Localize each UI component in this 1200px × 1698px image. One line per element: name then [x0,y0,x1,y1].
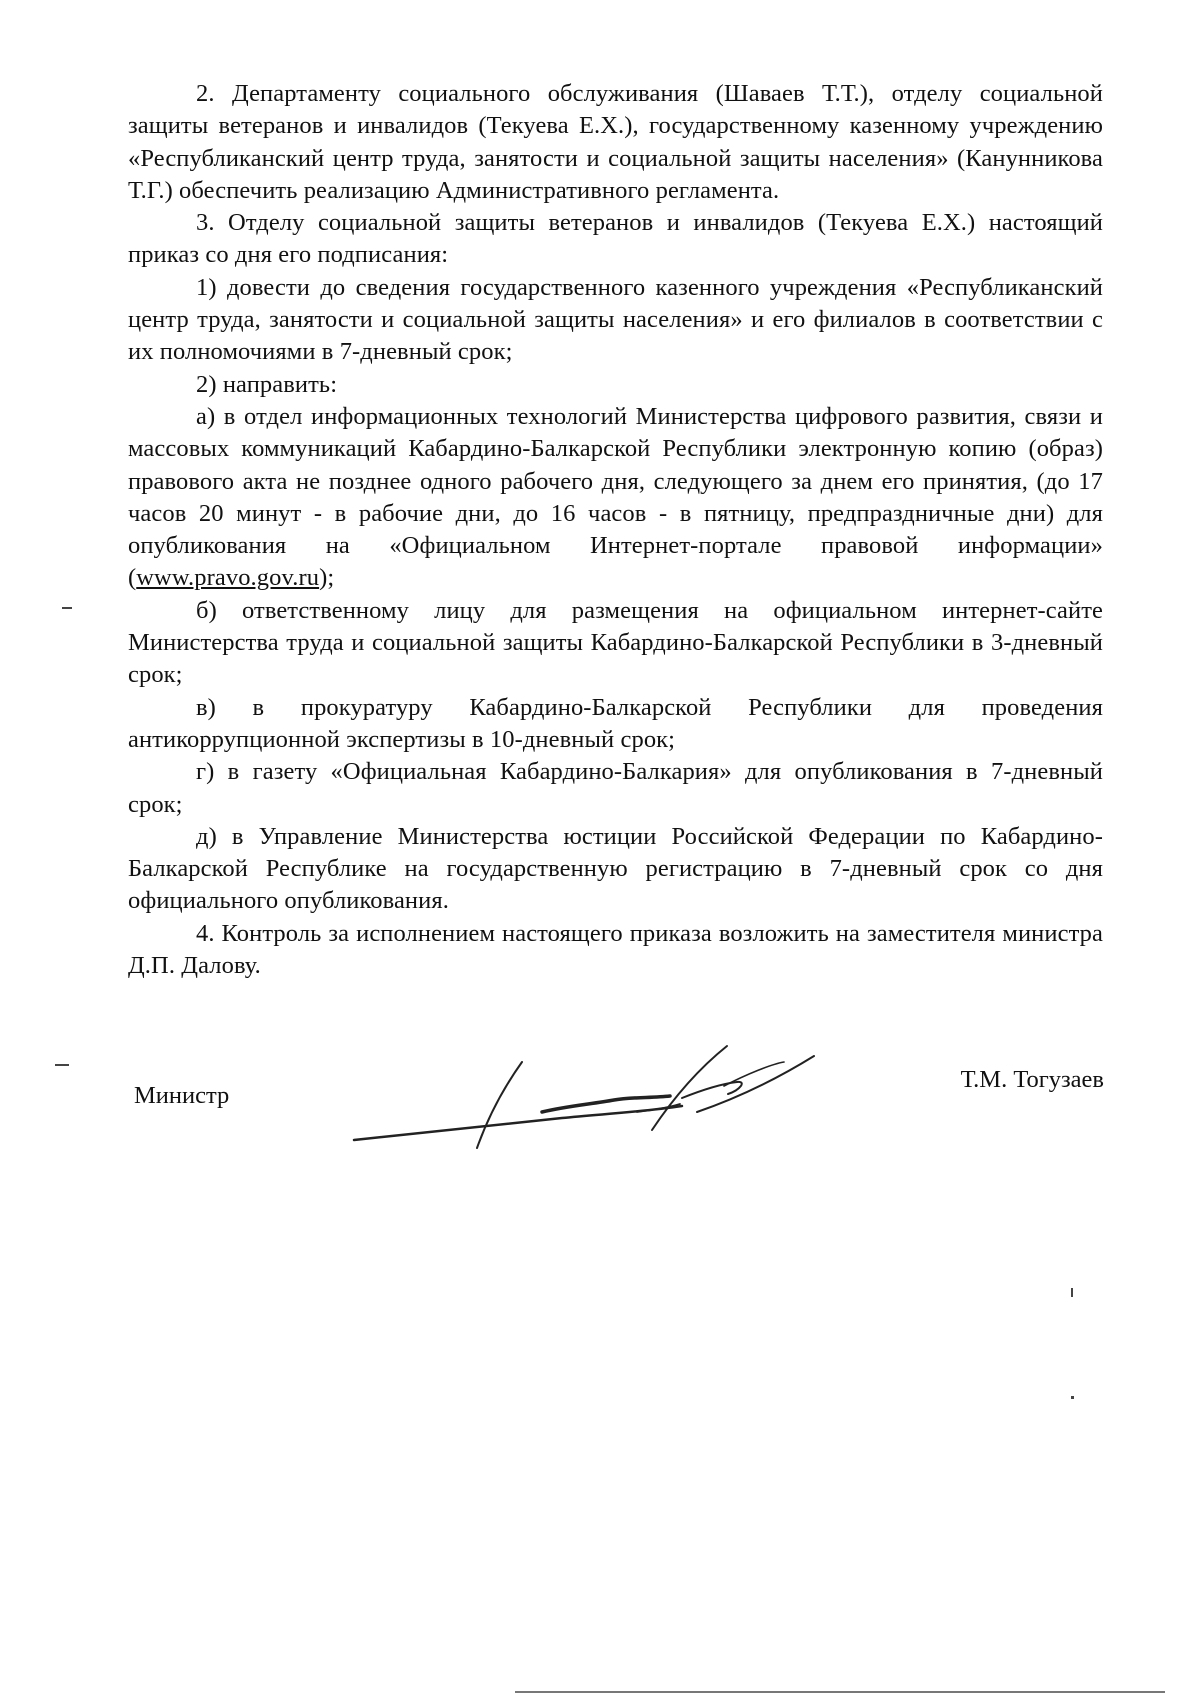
paragraph-2-social-service: 2. Департаменту социального обслуживания (Шаваев Т.Т.), отделу социальной защиты ветеранов и инвалидов (Текуева Е.Х.), государственному казенному учреждению «Республиканский центр труда, занятости и социальной защиты населения» (Канунникова Т.Г.) обеспечить реализацию Административного регламента. [128,80,1103,204]
paragraph-3-item-2: 2) направить: [196,370,338,398]
scan-bottom-edge-line [515,1691,1165,1693]
paragraph-3-veterans-department: 3. Отделу социальной защиты ветеранов и инвалидов (Текуева Е.Х.) настоящий приказ со дня его подписания: [128,209,1103,269]
paragraph-3-item-2g: г) в газету «Официальная Кабардино-Балкария» для опубликования в 7-дневный срок; [128,758,1103,818]
item-a-text: а) в отдел информационных технологий Министерства цифрового развития, связи и массовых коммуникаций Кабардино-Балкарской Республики электронную копию (образ) правового акта не позднее одного рабочего дня, следующего за днем его принятия, (до 17 часов 20 минут - в рабочие дни, до 16 часов - в пятницу, предпраздничные дни) для опубликования на «Официальном Интернет-портале правовой информации» ( [128,402,1103,592]
order-body-text [128,78,1103,982]
paragraph-3-item-2d: д) в Управление Министерства юстиции Российской Федерации по Кабардино-Балкарской Республике на государственную регистрацию в 7-дневный срок со дня официального опубликования. [128,822,1103,915]
scan-speck [1071,1288,1073,1297]
pravo-gov-link[interactable]: www.pravo.gov.ru [136,564,320,592]
scan-margin-mark [55,1064,69,1066]
paragraph-3-item-2b: б) ответственному лицу для размещения на официальном интернет-сайте Министерства труда и социальной защиты Кабардино-Балкарской Республики в 3-дневный срок; [128,596,1103,689]
paragraph-4-control: 4. Контроль за исполнением настоящего приказа возложить на заместителя министра Д.П. Далову. [128,919,1103,980]
scan-speck [1071,1396,1074,1399]
scan-margin-mark [62,607,72,609]
paragraph-3-item-2a [128,401,1103,595]
paragraph-3-item-1: 1) довести до сведения государственного казенного учреждения «Республиканский центр труда, занятости и социальной защиты населения» и его филиалов в соответствии с их полномочиями в 7-дневный срок; [128,273,1103,366]
position-title: Министр [134,1082,230,1109]
paragraph-3-item-2v: в) в прокуратуру Кабардино-Балкарской Республики для проведения антикоррупционной экспертизы в 10-дневный срок; [128,693,1103,753]
item-a-text-end: ); [319,564,335,592]
signer-name: Т.М. Тогузаев [960,1066,1104,1093]
handwritten-signature-image [352,1040,832,1160]
